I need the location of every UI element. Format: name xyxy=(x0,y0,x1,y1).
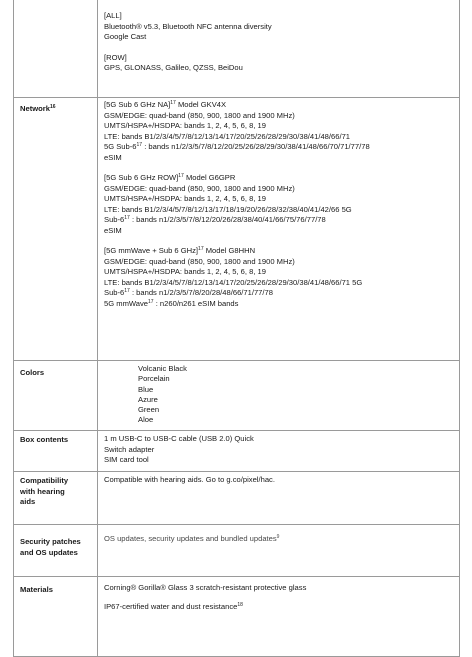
connectivity-value-cell xyxy=(98,0,460,98)
box-contents-label-cell xyxy=(14,431,98,472)
materials-line: IP67-certified water and dust resistance$^{18}$ xyxy=(104,601,243,611)
colors-label-cell xyxy=(14,361,98,431)
color-item: Green xyxy=(138,405,160,415)
network-band-line: Sub-$6^{17}$ : bands n1/2/3/5/7/8/20/28/48/66/71/77/78 xyxy=(104,288,273,297)
compatibility-row xyxy=(14,472,460,525)
network-row xyxy=(14,98,460,361)
network-band-line: GSM/EDGE: quad-band (850, 900, 1800 and 1900 MHz) xyxy=(104,110,295,120)
compatibility-label-cell xyxy=(14,472,98,525)
compatibility-label: with hearing xyxy=(20,486,65,496)
network-band-line: LTE: bands B1/2/3/4/5/7/8/12/13/14/17/20/25/26/28/29/30/38/41/48/66/71 5G xyxy=(104,277,363,287)
box-item: Switch adapter xyxy=(104,444,155,454)
box-contents-row xyxy=(14,431,460,472)
footnote-marker: 16 xyxy=(49,104,56,110)
compatibility-label: aids xyxy=(20,497,36,506)
color-item: Volcanic Black xyxy=(138,364,187,373)
materials-label: Materials xyxy=(20,585,53,594)
box-item: SIM card tool xyxy=(104,455,149,464)
network-label: Network xyxy=(20,104,50,113)
materials-row xyxy=(14,577,460,657)
security-label-cell xyxy=(14,525,98,577)
security-label: and OS updates xyxy=(20,547,78,557)
connectivity-row xyxy=(14,0,460,98)
connectivity-line: Bluetooth® v5.3, Bluetooth NFC antenna diversity xyxy=(104,21,272,31)
spec-table xyxy=(13,0,460,657)
network-band-line: UMTS/HSPA+/HSDPA: bands 1, 2, 4, 5, 6, 8, 19 xyxy=(104,194,267,203)
colors-label: Colors xyxy=(20,368,45,377)
color-item: Porcelain xyxy=(138,374,170,384)
network-model-heading: [5G Sub 6 GHz NA]$^{17}$ Model GKV4X xyxy=(104,100,227,109)
materials-label-cell xyxy=(14,577,98,657)
network-band-line: 5G mmWave$^{17}$ : n260/n261 eSIM bands xyxy=(104,298,239,308)
network-band-line: LTE: bands B1/2/3/4/5/7/8/12/13/17/18/19/20/26/28/32/38/40/41/42/66 5G xyxy=(104,204,352,214)
box-item: 1 m USB-C to USB-C cable (USB 2.0) Quick xyxy=(104,434,254,443)
region-row-heading: [ROW] xyxy=(104,52,127,62)
connectivity-label-cell xyxy=(14,0,98,98)
connectivity-line: Google Cast xyxy=(104,32,147,41)
security-text: OS updates, security updates and bundled updates$^9$ xyxy=(104,534,280,543)
security-row xyxy=(14,525,460,577)
region-all-heading: [ALL] xyxy=(104,11,122,20)
compatibility-value-cell xyxy=(98,472,460,525)
network-band-line: LTE: bands B1/2/3/4/5/7/8/12/13/14/17/20/25/26/28/29/30/38/41/48/66/71 xyxy=(104,131,351,141)
color-item: Blue xyxy=(138,384,154,394)
network-band-line: 5G Sub-$6^{17}$ : bands n1/2/3/5/7/8/12/20/25/26/28/29/30/38/41/48/66/70/71/77/78 xyxy=(104,142,370,151)
network-value-cell xyxy=(98,98,460,361)
network-band-line: eSIM xyxy=(104,152,122,162)
colors-value-cell xyxy=(98,361,460,431)
network-band-line: eSIM xyxy=(104,225,122,235)
color-item: Aloe xyxy=(138,415,154,425)
security-label: Security patches xyxy=(20,537,81,546)
compatibility-text: Compatible with hearing aids. Go to g.co/pixel/hac. xyxy=(104,475,275,484)
color-item: Azure xyxy=(138,394,158,404)
network-band-line: UMTS/HSPA+/HSDPA: bands 1, 2, 4, 5, 6, 8, 19 xyxy=(104,121,267,130)
network-band-line: UMTS/HSPA+/HSDPA: bands 1, 2, 4, 5, 6, 8, 19 xyxy=(104,267,267,276)
network-label-cell xyxy=(14,98,98,361)
compatibility-label: Compatibility xyxy=(20,476,69,485)
network-band-line: GSM/EDGE: quad-band (850, 900, 1800 and 1900 MHz) xyxy=(104,256,295,266)
network-model-heading: [5G mmWave + Sub 6 GHz]$^{17}$ Model G8HHN xyxy=(104,246,256,255)
network-band-line: GSM/EDGE: quad-band (850, 900, 1800 and 1900 MHz) xyxy=(104,183,295,193)
connectivity-line: GPS, GLONASS, Galileo, QZSS, BeiDou xyxy=(104,63,243,72)
colors-row xyxy=(14,361,460,431)
network-model-heading: [5G Sub 6 GHz ROW]$^{17}$ Model G6GPR xyxy=(104,173,236,182)
box-contents-label: Box contents xyxy=(20,435,69,444)
security-value-cell xyxy=(98,525,460,577)
materials-value-cell xyxy=(98,577,460,657)
materials-line: Corning® Gorilla® Glass 3 scratch-resistant protective glass xyxy=(104,583,307,592)
box-contents-value-cell xyxy=(98,431,460,472)
network-band-line: Sub-$6^{17}$ : bands n1/2/3/5/7/8/12/20/26/28/38/40/41/66/75/76/77/78 xyxy=(104,215,326,224)
